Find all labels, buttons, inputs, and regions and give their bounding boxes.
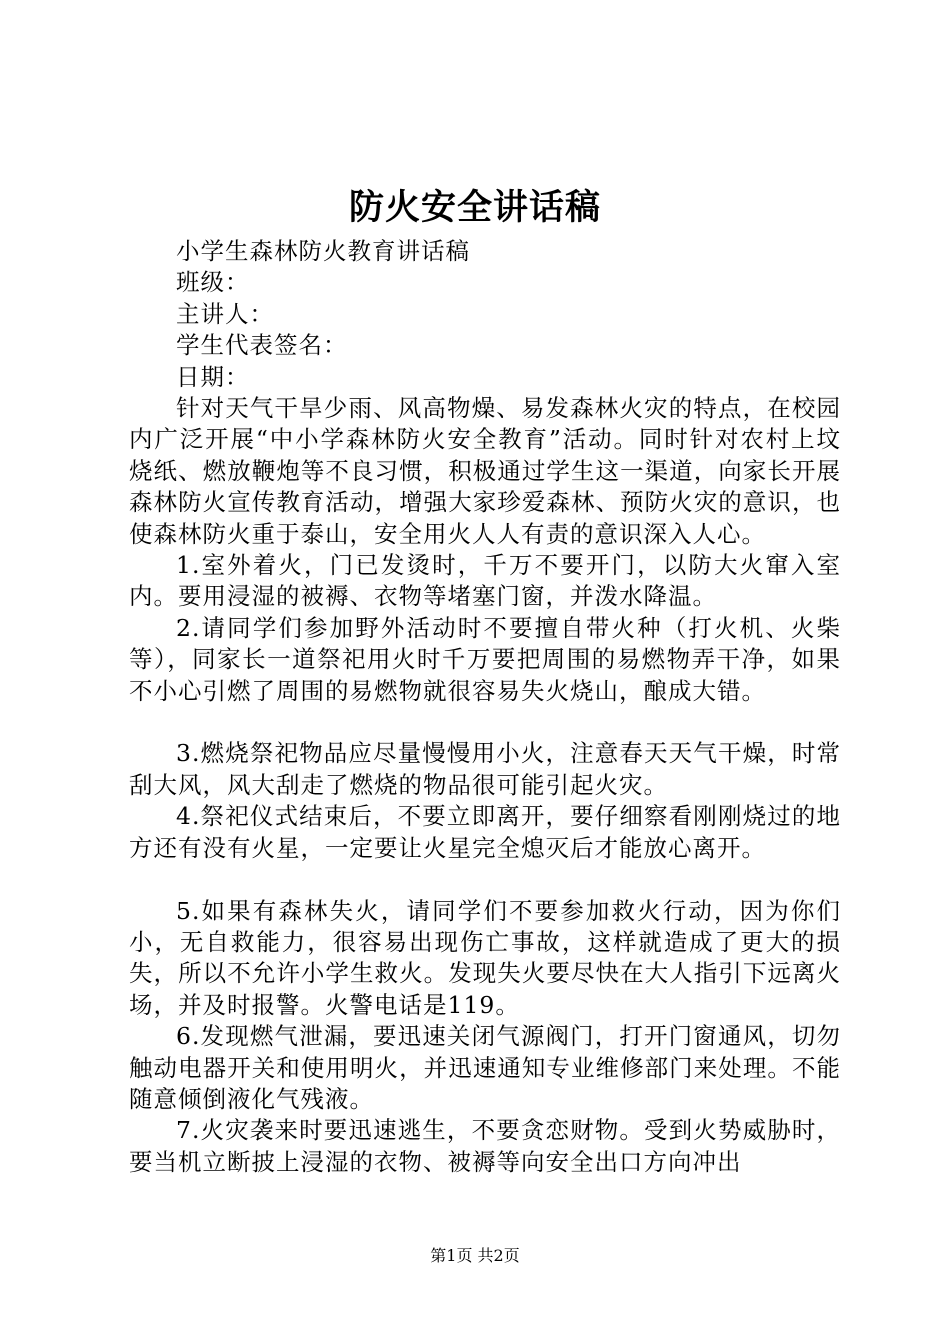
safety-tip-7: 7.火灾袭来时要迅速逃生，不要贪恋财物。受到火势威胁时，要当机立断披上浸湿的衣物、被褥等向安全出口方向冲出 <box>129 1116 841 1176</box>
document-body <box>129 236 841 1178</box>
page-footer: 第1页 共2页 <box>430 1246 520 1265</box>
safety-tip-6: 6.发现燃气泄漏，要迅速关闭气源阀门，打开门窗通风，切勿触动电器开关和使用明火，并迅速通知专业维修部门来处理。不能随意倾倒液化气残液。 <box>129 1022 841 1113</box>
intro-paragraph: 针对天气干旱少雨、风高物燥、易发森林火灾的特点，在校园内广泛开展“中小学森林防火安全教育”活动。同时针对农村上坟烧纸、燃放鞭炮等不良习惯，积极通过学生这一渠道，向家长开展森林防火宣传教育活动，增强大家珍爱森林、预防火灾的意识，也使森林防火重于泰山，安全用火人人有责的意识深入人心。 <box>129 394 841 548</box>
speaker-field-label: 主讲人： <box>176 299 274 328</box>
safety-tip-5: 5.如果有森林失火，请同学们不要参加救火行动，因为你们小，无自救能力，很容易出现伤亡事故，这样就造成了更大的损失，所以不允许小学生救火。发现失火要尽快在大人指引下远离火场，并及时报警。火警电话是119。 <box>129 896 841 1019</box>
safety-tip-1: 1.室外着火，门已发烫时，千万不要开门，以防大火窜入室内。要用浸湿的被褥、衣物等堵塞门窗，并泼水降温。 <box>129 551 841 611</box>
document-title: 防火安全讲话稿 <box>348 187 601 228</box>
class-field-label: 班级： <box>176 268 250 297</box>
date-field-label: 日期： <box>176 362 250 391</box>
document-subtitle: 小学生森林防火教育讲话稿 <box>176 237 470 265</box>
safety-tip-4: 4.祭祀仪式结束后，不要立即离开，要仔细察看刚刚烧过的地方还有没有火星，一定要让火星完全熄灭后才能放心离开。 <box>129 802 841 862</box>
student-rep-signature-label: 学生代表签名： <box>176 331 348 360</box>
safety-tip-2: 2.请同学们参加野外活动时不要擅自带火种（打火机、火柴等），同家长一道祭祀用火时千万要把周围的易燃物弄干净，如果不小心引燃了周围的易燃物就很容易失火烧山，酿成大错。 <box>129 613 841 705</box>
safety-tip-3: 3.燃烧祭祀物品应尽量慢慢用小火，注意春天天气干燥，时常刮大风，风大刮走了燃烧的物品很可能引起火灾。 <box>129 739 841 799</box>
